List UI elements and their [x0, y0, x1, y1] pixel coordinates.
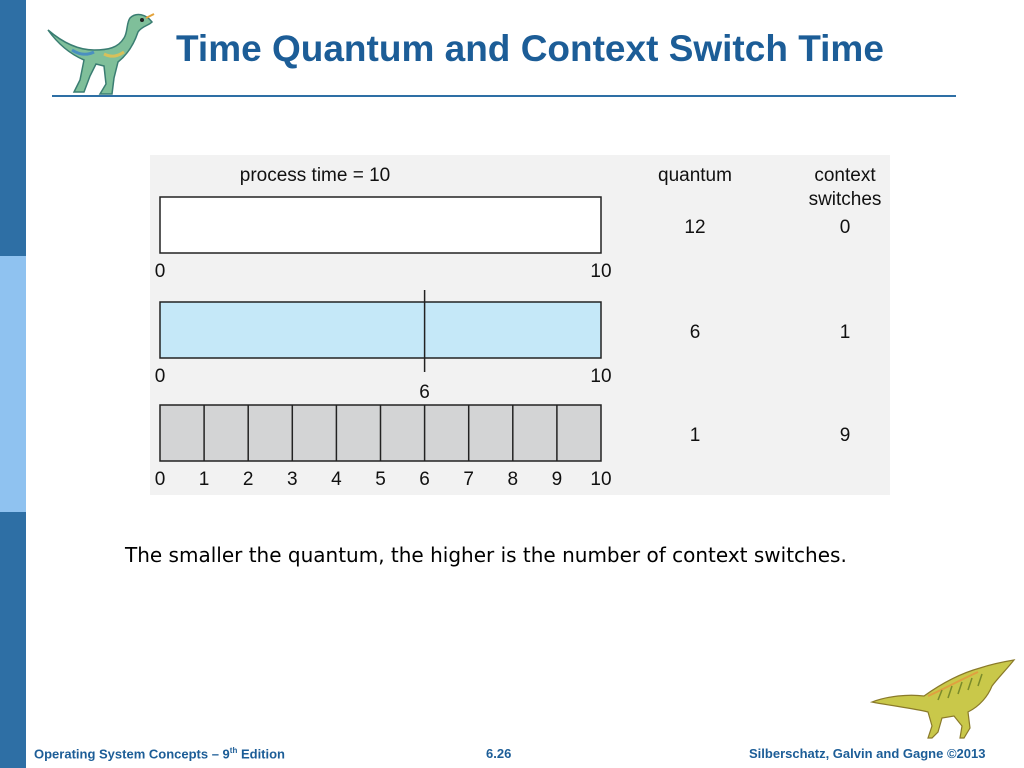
context-switches-value: 0 [839, 217, 851, 238]
footer-course-title: Operating System Concepts – 9th Edition [34, 746, 286, 762]
left-accent-band [0, 256, 26, 512]
axis-tick-label: 10 [590, 261, 612, 282]
axis-tick-label: 1 [198, 469, 210, 490]
context-switches-value: 9 [839, 425, 851, 446]
footer-page-number: 6.26 [486, 746, 512, 761]
quantum-header: quantum [658, 165, 732, 186]
dinosaur-logo-icon [34, 6, 158, 98]
axis-tick-label: 10 [590, 469, 612, 490]
axis-tick-label: 0 [154, 366, 166, 387]
quantum-value: 1 [689, 425, 701, 446]
axis-tick-label: 5 [375, 469, 386, 490]
axis-tick-label: 10 [590, 366, 612, 387]
axis-tick-label: 0 [154, 261, 166, 282]
context-switches-value: 1 [839, 322, 851, 343]
quantum-context-switch-diagram [150, 155, 890, 495]
axis-tick-label: 7 [463, 469, 474, 490]
axis-tick-label: 3 [287, 469, 298, 490]
dinosaur-illustration-icon [868, 656, 1018, 740]
axis-tick-label: 6 [419, 469, 430, 490]
division-label: 6 [419, 382, 430, 403]
context-header-line1: context [814, 165, 876, 186]
title-divider [52, 95, 956, 97]
footer-copyright: Silberschatz, Galvin and Gagne ©2013 [749, 746, 986, 761]
quantum-value: 6 [689, 322, 701, 343]
axis-tick-label: 4 [331, 469, 342, 490]
process-time-header: process time = 10 [239, 165, 391, 186]
timeline-bar-1 [160, 197, 601, 253]
slide-title: Time Quantum and Context Switch Time [176, 28, 884, 69]
context-header-line2: switches [808, 189, 882, 210]
axis-tick-label: 9 [551, 469, 563, 490]
axis-tick-label: 8 [507, 469, 519, 490]
timeline-bar-2 [160, 302, 601, 358]
quantum-value: 12 [684, 217, 706, 238]
slide-caption: The smaller the quantum, the higher is the number of context switches. [125, 543, 847, 567]
left-accent-bar [0, 0, 26, 768]
axis-tick-label: 2 [242, 469, 254, 490]
axis-tick-label: 0 [154, 469, 166, 490]
